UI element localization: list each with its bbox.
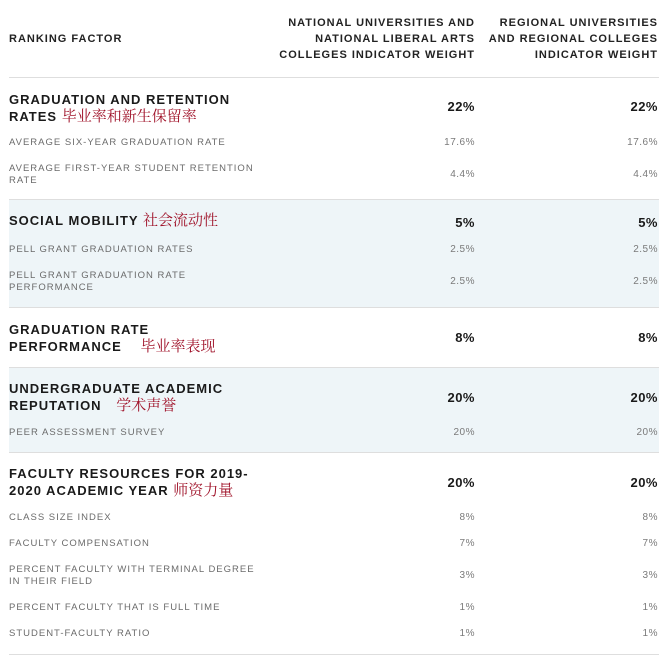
factor-label: AVERAGE FIRST-YEAR STUDENT RETENTION RATE (9, 163, 254, 186)
group-divider (9, 452, 659, 453)
group-divider (9, 367, 659, 368)
group-title-cn: 毕业率表现 (140, 337, 216, 355)
factor-weight-national: 1% (459, 628, 475, 639)
factor-weight-regional: 3% (642, 570, 658, 581)
factor-weight-national: 17.6% (444, 137, 475, 148)
factor-weight-regional: 17.6% (627, 137, 658, 148)
factor-weight-national: 3% (459, 570, 475, 581)
group-title-en: FACULTY RESOURCES FOR 2019-2020 ACADEMIC YEAR (9, 466, 249, 498)
group-title-en: GRADUATION RATE PERFORMANCE (9, 322, 150, 354)
factor-label: FACULTY COMPENSATION (9, 538, 150, 549)
column-header-ranking-factor: RANKING FACTOR (9, 33, 123, 45)
group-weight-regional: 22% (630, 99, 658, 114)
group-title-cn: 社会流动性 (142, 211, 218, 229)
factor-weight-regional: 2.5% (633, 276, 658, 287)
group-weight-regional: 8% (638, 330, 658, 345)
factor-label: PELL GRANT GRADUATION RATES (9, 244, 194, 255)
group-title (9, 322, 239, 355)
group-weight-national: 20% (447, 475, 475, 490)
group-title-en: UNDERGRADUATE ACADEMIC REPUTATION (9, 381, 224, 413)
factor-label: STUDENT-FACULTY RATIO (9, 628, 151, 639)
group-divider (9, 199, 659, 200)
group-title (9, 212, 259, 229)
group-weight-national: 22% (447, 99, 475, 114)
group-title (9, 466, 264, 499)
factor-weight-regional: 2.5% (633, 244, 658, 255)
factor-weight-national: 4.4% (450, 169, 475, 180)
group-weight-regional: 20% (630, 390, 658, 405)
factor-weight-national: 1% (459, 602, 475, 613)
column-header-national: NATIONAL UNIVERSITIES AND NATIONAL LIBERAL ARTS COLLEGES INDICATOR WEIGHT (279, 17, 475, 61)
factor-weight-regional: 4.4% (633, 169, 658, 180)
factor-label: PEER ASSESSMENT SURVEY (9, 427, 166, 438)
factor-weight-regional: 1% (642, 602, 658, 613)
group-weight-national: 20% (447, 390, 475, 405)
factor-weight-national: 20% (453, 427, 475, 438)
factor-label: PERCENT FACULTY WITH TERMINAL DEGREE IN THEIR FIELD (9, 564, 255, 587)
factor-label: AVERAGE SIX-YEAR GRADUATION RATE (9, 137, 226, 148)
factor-weight-national: 2.5% (450, 244, 475, 255)
factor-weight-regional: 1% (642, 628, 658, 639)
group-weight-regional: 5% (638, 215, 658, 230)
group-title-cn: 学术声誉 (116, 396, 177, 414)
column-header-regional: REGIONAL UNIVERSITIES AND REGIONAL COLLEGES INDICATOR WEIGHT (488, 17, 658, 61)
factor-weight-national: 8% (459, 512, 475, 523)
group-title (9, 381, 234, 414)
factor-label: PERCENT FACULTY THAT IS FULL TIME (9, 602, 221, 613)
header-divider (9, 77, 659, 78)
factor-weight-national: 7% (459, 538, 475, 549)
group-title (9, 92, 259, 125)
group-weight-national: 8% (455, 330, 475, 345)
factor-weight-regional: 8% (642, 512, 658, 523)
factor-weight-regional: 7% (642, 538, 658, 549)
group-title-cn: 毕业率和新生保留率 (61, 107, 197, 125)
group-weight-national: 5% (455, 215, 475, 230)
factor-weight-regional: 20% (636, 427, 658, 438)
group-divider (9, 307, 659, 308)
factor-label: PELL GRANT GRADUATION RATE PERFORMANCE (9, 270, 187, 293)
group-weight-regional: 20% (630, 475, 658, 490)
table-bottom-divider (9, 654, 659, 655)
group-title-en: GRADUATION AND RETENTION RATES (9, 92, 231, 124)
factor-label: CLASS SIZE INDEX (9, 512, 112, 523)
group-title-en: SOCIAL MOBILITY (9, 213, 139, 228)
factor-weight-national: 2.5% (450, 276, 475, 287)
group-title-cn: 师资力量 (173, 481, 234, 499)
